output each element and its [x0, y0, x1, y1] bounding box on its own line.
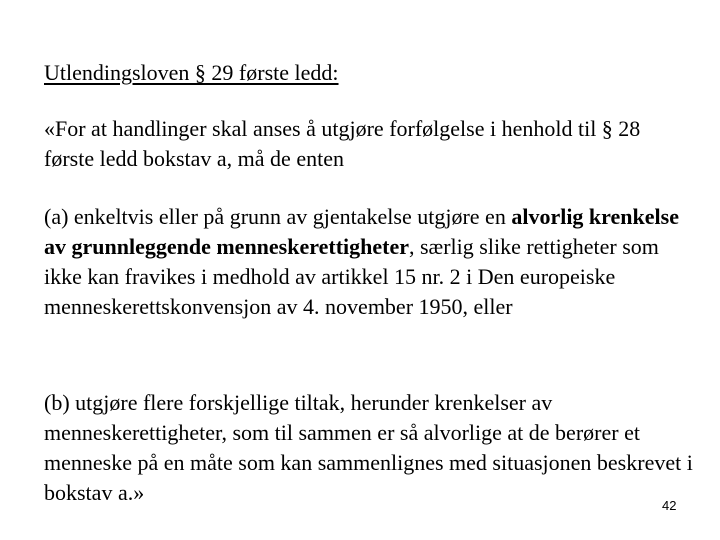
slide-heading: Utlendingsloven § 29 første ledd: [44, 60, 339, 85]
paragraph-b: (b) utgjøre flere forskjellige tiltak, herunder krenkelser av menneskerettigheter, som til sammen er så alvorlige at de berører et menneske på en måte som kan sammenlignes med situasjonen beskrevet i bokstav a.» [44, 390, 693, 505]
paragraph-a-bold-text: alvorlig krenkelse av grunnleggende menneskerettigheter [44, 204, 679, 259]
intro-paragraph: «For at handlinger skal anses å utgjøre forfølgelse i henhold til § 28 første ledd bokstav a, må de enten [44, 116, 641, 171]
page-number: 42 [662, 498, 677, 513]
paragraph-a [44, 202, 694, 322]
paragraph-a-text-after: , særlig slike rettigheter som ikke kan fravikes i medhold av artikkel 15 nr. 2 i Den europeiske menneskerettskonvensjon av 4. november 1950, eller [44, 234, 659, 319]
paragraph-a-text-before: (a) enkeltvis eller på grunn av gjentakelse utgjøre en [44, 204, 512, 229]
